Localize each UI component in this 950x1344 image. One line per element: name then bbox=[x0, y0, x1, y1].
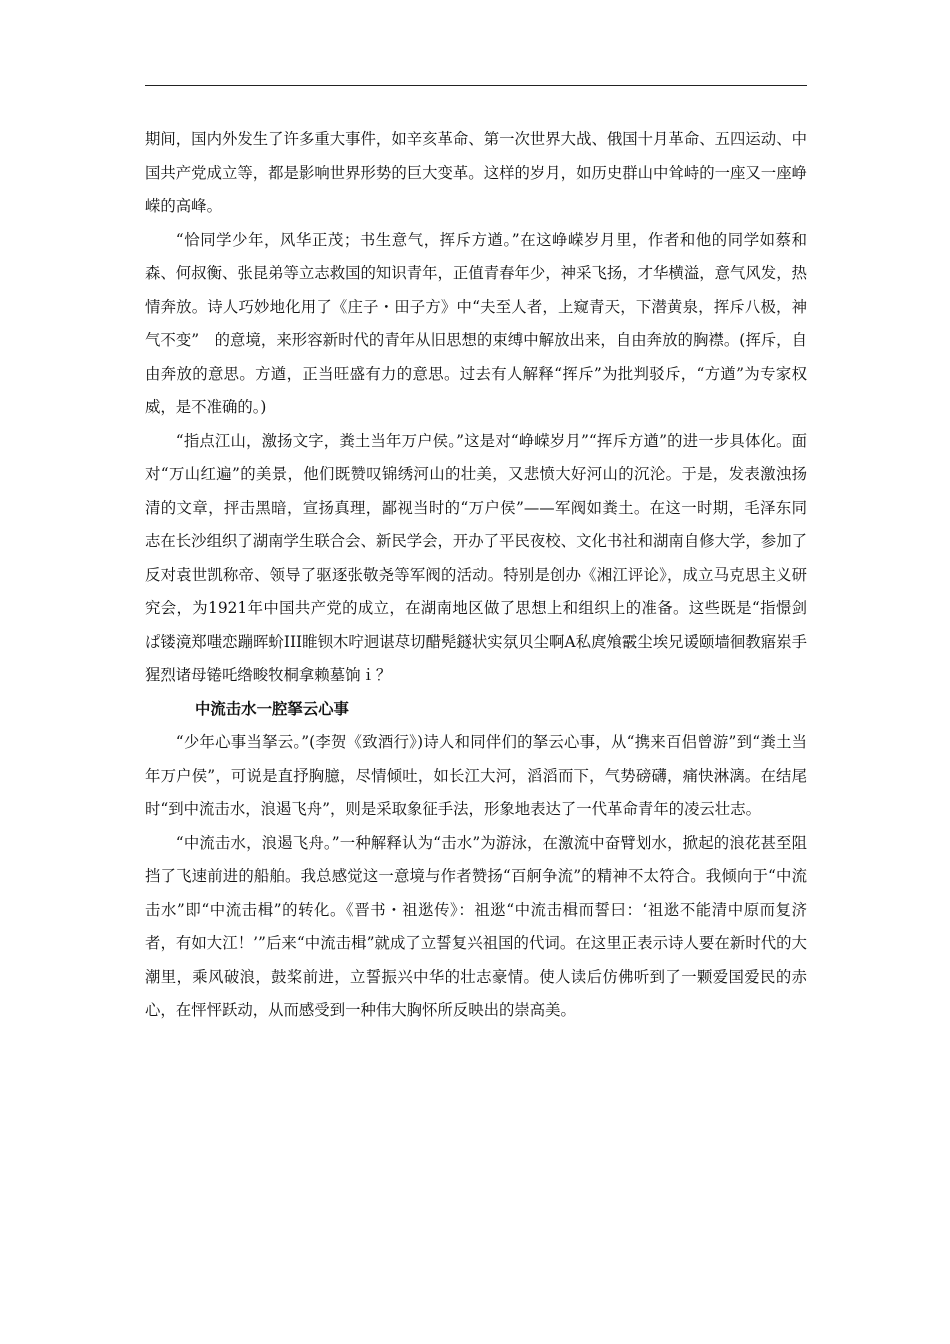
paragraph-continuation: 期间，国内外发生了许多重大事件，如辛亥革命、第一次世界大战、俄国十月革命、五四运动、中国共产党成立等，都是影响世界形势的巨大变革。这样的岁月，如历史群山中耸峙的一座又一座峥嵘的高峰。 bbox=[145, 130, 807, 215]
paragraph-zhidian-jiangshan: “指点江山，激扬文字，粪土当年万户侯。”这是对“峥嵘岁月”“挥斥方遒”的进一步具体化。面对“万山红遍”的美景，他们既赞叹锦绣河山的壮美，又悲愤大好河山的沉沦。于是，发表激浊扬清的文章，抨击黑暗，宣扬真理，鄙视当时的“万户侯”——军阀如粪土。在这一时期，毛泽东同志在长沙组织了湖南学生联合会、新民学会，开办了平民夜校、文化书社和湖南自修大学，参加了反对袁世凯称帝、领导了驱逐张敬尧等军阀的活动。特别是创办《湘江评论》，成立马克思主义研究会，为1921年中国共产党的成立，在湖南地区做了思想上和组织上的准备。这些既是“指憬剑ぱ镂滰郑嗤恋蹦晖蚧III睢钡木咛迥谌荩切醋髡鐩状实氛贝尘啊A私庹飧霰尘埃兄谖颐墙徊教寤岽手猩烈诸母锩吒绺畯牧桐拿赖墓饷ｉ？ bbox=[145, 431, 807, 684]
paragraph-tongxue-shaonian: “恰同学少年，风华正茂；书生意气，挥斥方遒。”在这峥嵘岁月里，作者和他的同学如蔡和森、何叔衡、张昆弟等立志救国的知识青年，正值青春年少，神采飞扬，才华横溢，意气风发，热情奔放。诗人巧妙地化用了《庄子・田子方》中“夫至人者，上窥青天，下潜黄泉，挥斥八极，神气不变” 的意境，来形容新时代的青年从旧思想的束缚中解放出来，自由奔放的胸襟。(挥斥，自由奔放的意思。方遒，正当旺盛有力的意思。过去有人解释“挥斥”为批判驳斥，“方遒”为专家权威，是不准确的。) bbox=[145, 230, 807, 416]
paragraph-zhongliu-jishui: “中流击水，浪遏飞舟。”一种解释认为“击水”为游泳，在激流中奋臂划水，掀起的浪花甚至阻挡了飞速前进的船舶。我总感觉这一意境与作者赞扬“百舸争流”的精神不太符合。我倾向于“中流击水”即“中流击楫”的转化。《晋书・祖逖传》：祖逖“中流击楫而誓曰：‘祖逖不能清中原而复济者，有如大江！’”后来“中流击楫”就成了立誓复兴祖国的代词。在这里正表示诗人要在新时代的大潮里，乘风破浪，鼓桨前进，立誓振兴中华的壮志豪情。使人读后仿佛听到了一颗爱国爱民的赤心，在怦怦跃动，从而感受到一种伟大胸怀所反映出的崇高美。 bbox=[145, 833, 807, 1019]
paragraph-shaonian-xinshi: “少年心事当拏云。”(李贺《致酒行》)诗人和同伴们的拏云心事，从“携来百侣曾游”到“粪土当年万户侯”，可说是直抒胸臆，尽情倾吐，如长江大河，滔滔而下，气势磅礴，痛快淋漓。在结尾时“到中流击水，浪遏飞舟”，则是采取象征手法，形象地表达了一代革命青年的凌云壮志。 bbox=[145, 733, 807, 818]
document-body bbox=[145, 123, 807, 1028]
section-heading: 中流击水一腔拏云心事 bbox=[195, 699, 349, 718]
header-rule bbox=[145, 85, 807, 86]
